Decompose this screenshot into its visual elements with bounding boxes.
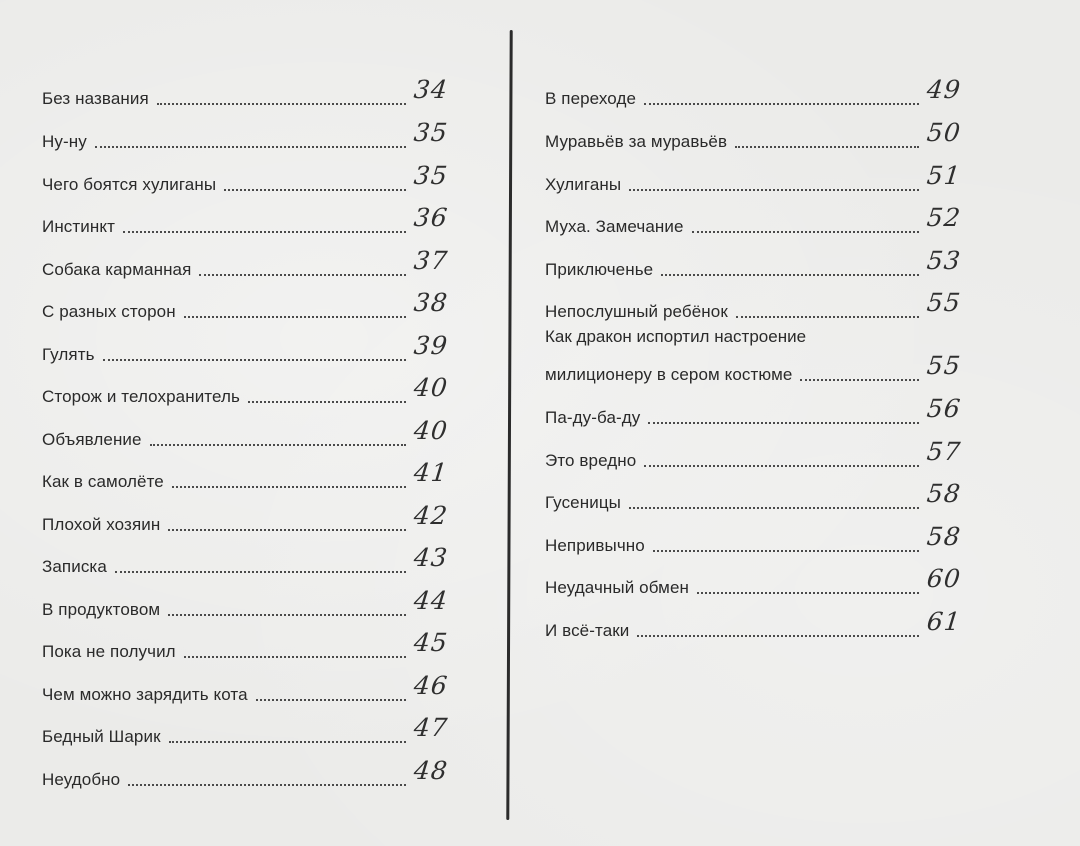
toc-entry[interactable] <box>42 451 462 493</box>
toc-title: Гусеницы <box>545 493 621 512</box>
toc-page-number: 58 <box>925 479 963 508</box>
toc-entry[interactable] <box>42 409 462 451</box>
leader-dots <box>172 485 406 488</box>
toc-entry[interactable] <box>42 281 462 323</box>
leader-dots <box>168 613 406 616</box>
toc-title: Муравьёв за муравьёв <box>545 132 728 151</box>
toc-page-number: 38 <box>412 288 450 317</box>
toc-page-number: 35 <box>412 161 450 190</box>
leader-dots <box>157 102 406 105</box>
toc-entry[interactable] <box>42 154 462 196</box>
toc-title: Инстинкт <box>42 217 115 236</box>
toc-title: Приключенье <box>545 260 654 279</box>
toc-entry[interactable] <box>42 68 462 110</box>
toc-page-number: 36 <box>412 203 450 232</box>
toc-title: Чего боятся хулиганы <box>42 175 217 194</box>
toc-entry[interactable] <box>545 281 975 323</box>
leader-dots <box>123 230 406 233</box>
toc-page-number: 46 <box>412 671 450 700</box>
toc-entry[interactable] <box>545 472 975 514</box>
leader-dots <box>637 634 919 637</box>
leader-dots <box>629 188 919 191</box>
leader-dots <box>150 443 406 446</box>
toc-page-number: 35 <box>412 118 450 147</box>
leader-dots <box>184 315 406 318</box>
leader-dots <box>103 358 406 361</box>
toc-entry[interactable] <box>42 579 462 621</box>
leader-dots <box>184 655 406 658</box>
toc-title: Это вредно <box>545 451 637 470</box>
leader-dots <box>736 315 919 318</box>
toc-title: Объявление <box>42 430 142 449</box>
toc-title: Гулять <box>42 345 95 364</box>
toc-page-number: 55 <box>925 351 963 380</box>
toc-title: Неудачный обмен <box>545 578 690 597</box>
toc-entry[interactable] <box>545 111 975 153</box>
leader-dots <box>644 464 919 467</box>
toc-entry[interactable] <box>42 196 462 238</box>
toc-page-number: 43 <box>412 543 450 572</box>
toc-title: Ну-ну <box>42 132 87 151</box>
toc-title: Непослушный ребёнок <box>545 302 728 321</box>
toc-entry[interactable] <box>42 749 462 791</box>
toc-title: С разных сторон <box>42 302 176 321</box>
toc-title-line1: Как дракон испортил настроение <box>545 327 807 346</box>
toc-page-number: 58 <box>925 522 963 551</box>
toc-page-number: 34 <box>412 75 450 104</box>
leader-dots <box>128 783 406 786</box>
leader-dots <box>644 102 919 105</box>
toc-page-number: 57 <box>925 437 963 466</box>
toc-entry[interactable] <box>545 154 975 196</box>
toc-page-number: 61 <box>925 607 963 636</box>
toc-entry[interactable] <box>545 430 975 472</box>
toc-page-number: 56 <box>925 394 963 423</box>
toc-title: Плохой хозяин <box>42 515 161 534</box>
toc-entry[interactable] <box>545 515 975 557</box>
toc-page-number: 49 <box>925 75 963 104</box>
toc-page-number: 47 <box>412 713 450 742</box>
toc-page-number: 55 <box>925 288 963 317</box>
toc-entry[interactable] <box>545 557 975 599</box>
toc-title: В продуктовом <box>42 600 161 619</box>
leader-dots <box>95 145 406 148</box>
leader-dots <box>648 421 919 424</box>
toc-page-number: 42 <box>412 501 450 530</box>
column-divider <box>506 30 512 820</box>
toc-entry[interactable] <box>545 600 975 642</box>
leader-dots <box>199 273 406 276</box>
toc-entry[interactable] <box>42 494 462 536</box>
toc-entry[interactable] <box>42 621 462 663</box>
leader-dots <box>248 400 406 403</box>
toc-title: Записка <box>42 557 107 576</box>
toc-entry[interactable] <box>545 196 975 238</box>
toc-title: Непривычно <box>545 536 645 555</box>
leader-dots <box>169 740 406 743</box>
leader-dots <box>115 570 406 573</box>
toc-page-number: 51 <box>925 161 963 190</box>
toc-title: Бедный Шарик <box>42 727 161 746</box>
toc-page-number: 44 <box>412 586 450 615</box>
toc-title: Неудобно <box>42 770 121 789</box>
leader-dots <box>661 273 919 276</box>
toc-title: милиционеру в сером костюме <box>545 365 793 384</box>
toc-page-number: 60 <box>925 564 963 593</box>
toc-entry[interactable] <box>42 664 462 706</box>
toc-page-number: 45 <box>412 628 450 657</box>
toc-page-number: 50 <box>925 118 963 147</box>
toc-title: Без названия <box>42 89 149 108</box>
leader-dots <box>653 549 919 552</box>
toc-page-number: 48 <box>412 756 450 785</box>
toc-entry[interactable] <box>42 111 462 153</box>
leader-dots <box>697 591 919 594</box>
leader-dots <box>629 506 919 509</box>
toc-entry[interactable] <box>545 326 975 386</box>
leader-dots <box>735 145 919 148</box>
toc-page-number: 37 <box>412 246 450 275</box>
toc-page-number: 40 <box>412 416 450 445</box>
toc-title: Пока не получил <box>42 642 176 661</box>
toc-page-number: 53 <box>925 246 963 275</box>
toc-page-number: 39 <box>412 331 450 360</box>
toc-title: Собака карманная <box>42 260 192 279</box>
toc-entry[interactable] <box>42 324 462 366</box>
toc-entry[interactable] <box>42 239 462 281</box>
toc-title: Чем можно зарядить кота <box>42 685 248 704</box>
leader-dots <box>168 528 406 531</box>
leader-dots <box>224 188 406 191</box>
toc-entry[interactable] <box>42 706 462 748</box>
toc-entry[interactable] <box>42 366 462 408</box>
toc-entry[interactable] <box>545 239 975 281</box>
toc-page-number: 40 <box>412 373 450 402</box>
toc-entry[interactable] <box>42 536 462 578</box>
leader-dots <box>692 230 919 233</box>
toc-page-number: 41 <box>412 458 450 487</box>
toc-page-number: 52 <box>925 203 963 232</box>
leader-dots <box>800 378 919 381</box>
toc-title: Как в самолёте <box>42 472 164 491</box>
toc-title: Муха. Замечание <box>545 217 684 236</box>
toc-entry[interactable] <box>545 68 975 110</box>
toc-entry[interactable] <box>545 387 975 429</box>
leader-dots <box>256 698 406 701</box>
toc-title: Па-ду-ба-ду <box>545 408 641 427</box>
toc-title: Сторож и телохранитель <box>42 387 240 406</box>
toc-title: И всё-таки <box>545 621 630 640</box>
toc-title: В переходе <box>545 89 637 108</box>
toc-title: Хулиганы <box>545 175 622 194</box>
